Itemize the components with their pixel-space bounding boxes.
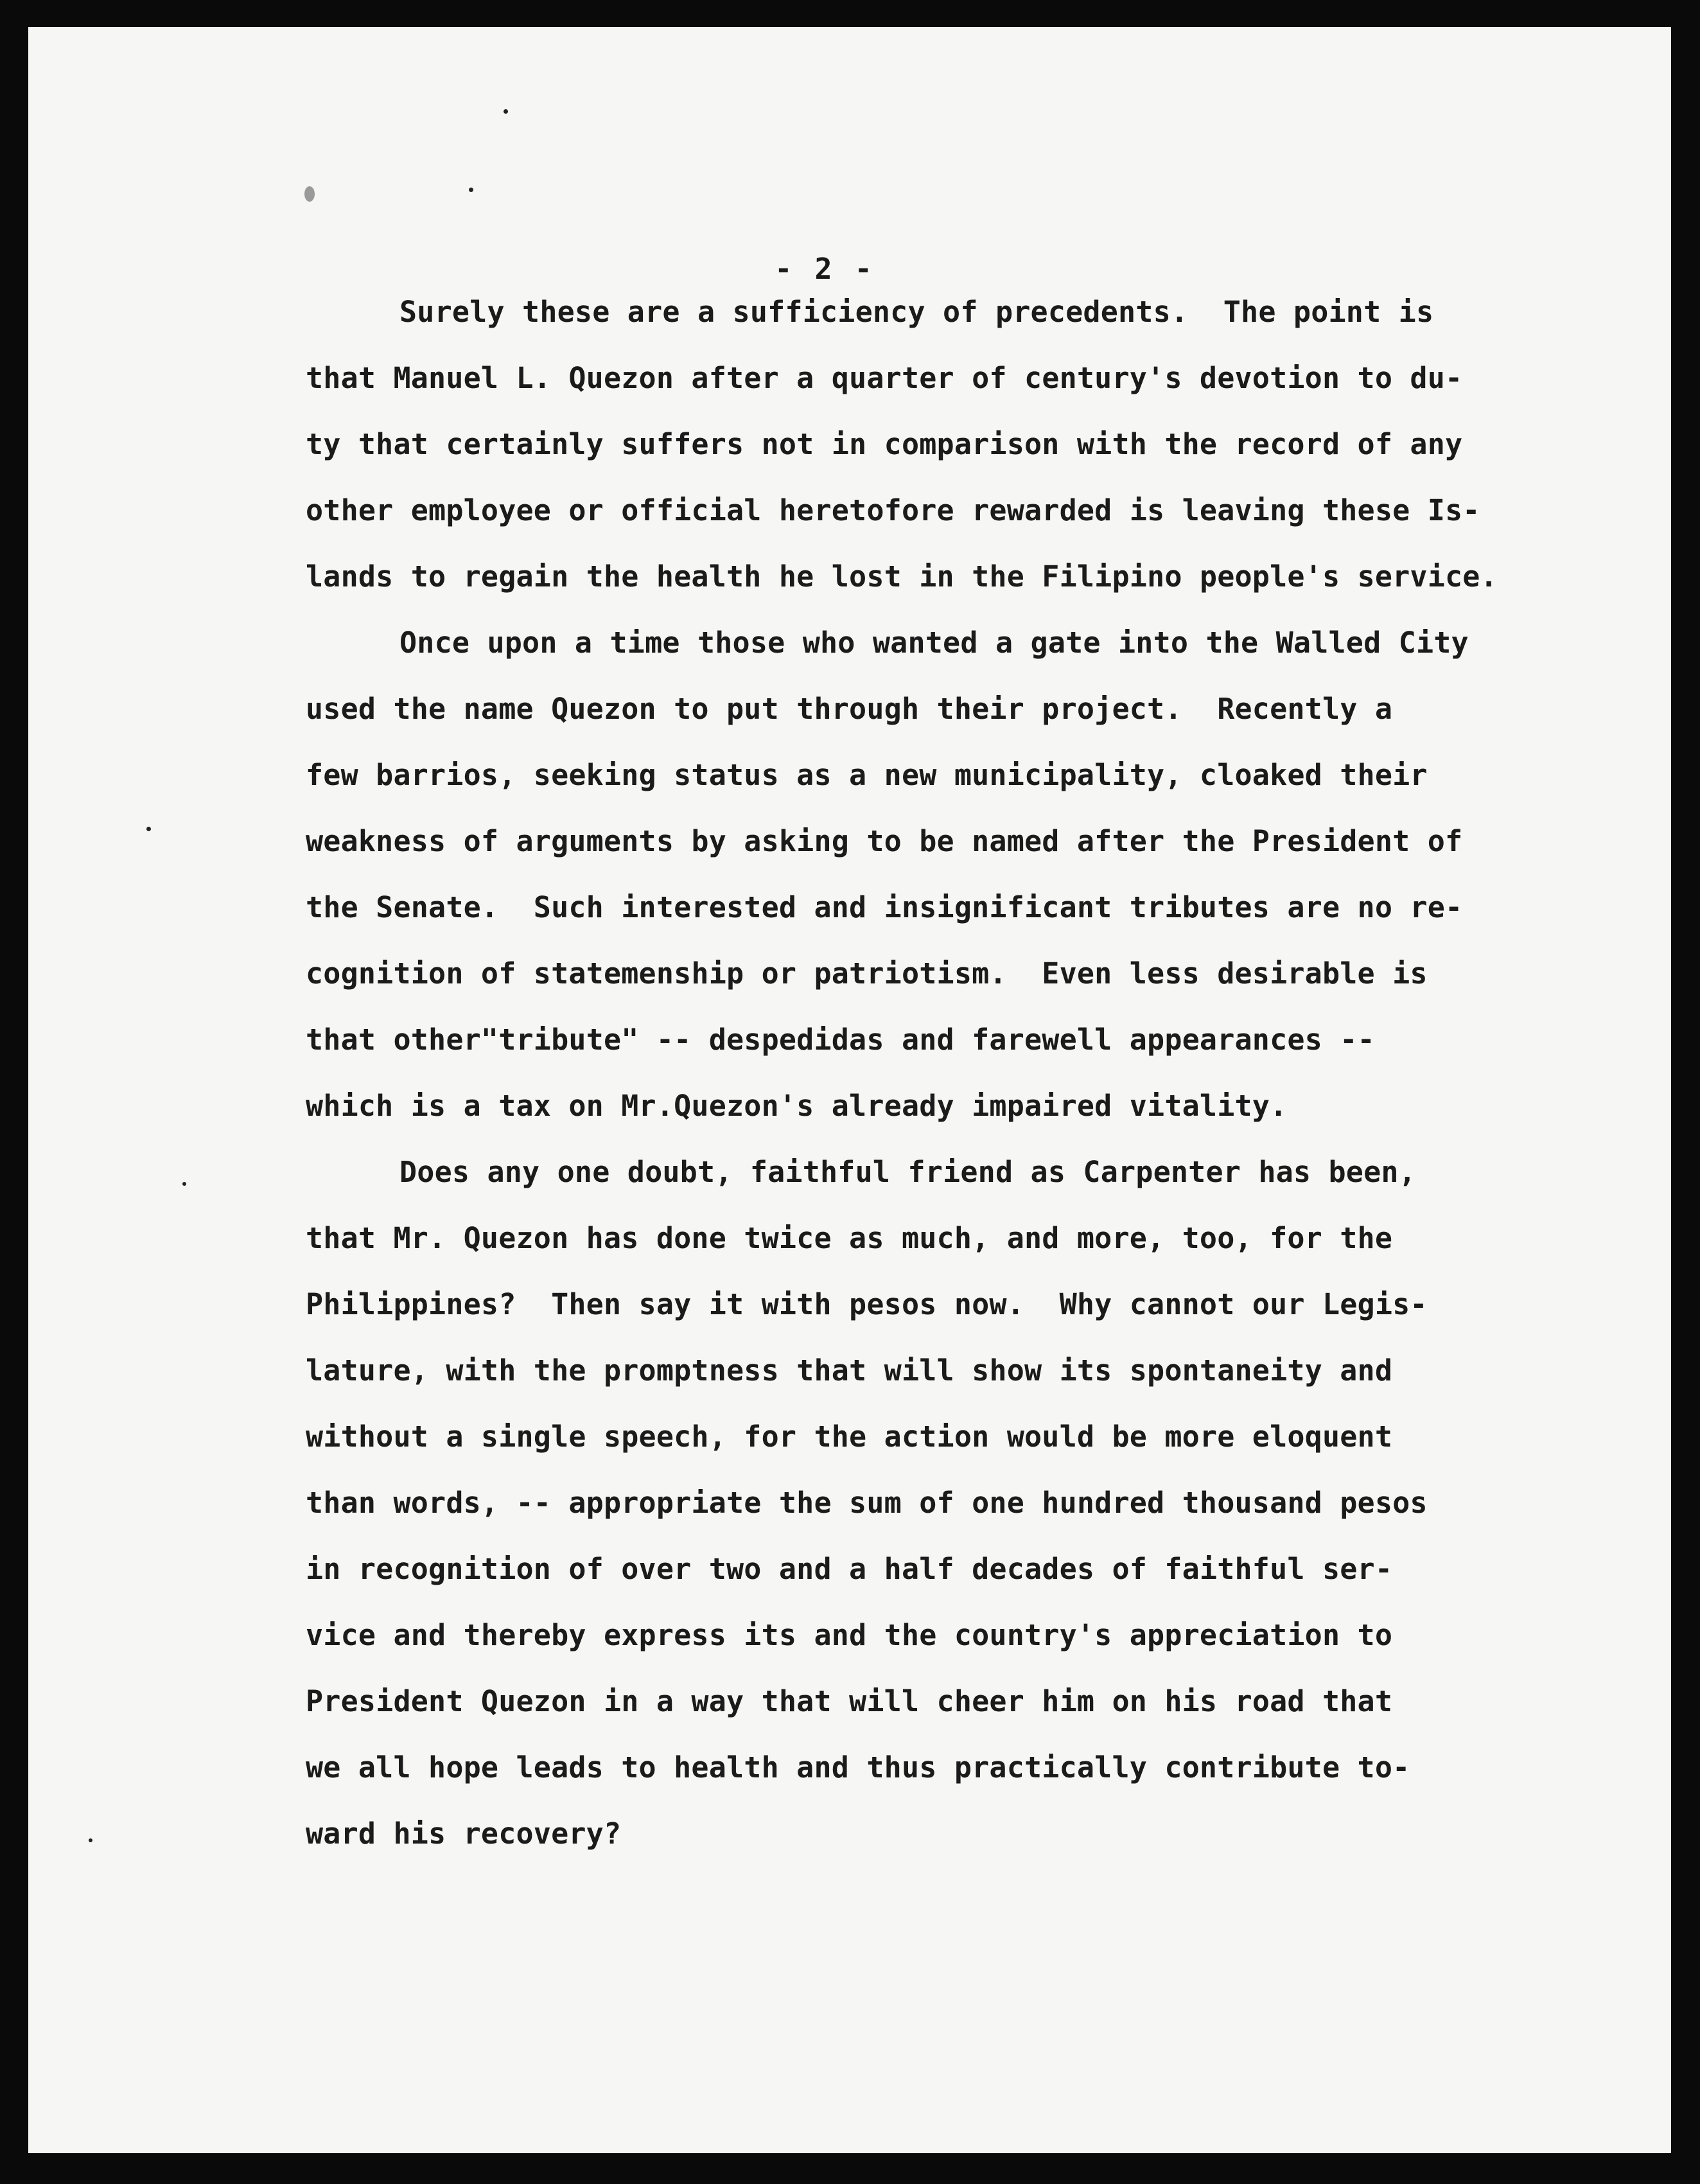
text-line: in recognition of over two and a half decades of faithful ser- [306,1552,1393,1586]
text-line: ward his recovery? [306,1817,622,1851]
scan-speck [146,827,151,831]
text-line: Once upon a time those who wanted a gate into the Walled City [399,626,1469,660]
typewritten-page [28,27,1671,2153]
scan-speck [469,188,473,192]
text-line: lands to regain the health he lost in the Filipino people's service. [306,559,1498,594]
text-line: used the name Quezon to put through their project. Recently a [306,692,1393,726]
text-line: Philippines? Then say it with pesos now. Why cannot our Legis- [306,1287,1428,1321]
scan-speck [304,186,315,202]
text-line: vice and thereby express its and the country's appreciation to [306,1618,1393,1652]
scan-speck [89,1838,92,1842]
text-line: without a single speech, for the action would be more eloquent [306,1420,1393,1454]
scan-speck [504,109,508,114]
text-line: weakness of arguments by asking to be named after the President of [306,824,1463,858]
scan-speck [182,1182,186,1186]
text-line: than words, -- appropriate the sum of one hundred thousand pesos [306,1486,1428,1520]
text-line: Does any one doubt, faithful friend as Carpenter has been, [399,1155,1416,1189]
text-line: Surely these are a sufficiency of precedents. The point is [399,295,1434,329]
text-line: the Senate. Such interested and insignificant tributes are no re- [306,890,1463,924]
text-line: few barrios, seeking status as a new municipality, cloaked their [306,758,1428,792]
text-line: lature, with the promptness that will show its spontaneity and [306,1353,1393,1387]
text-line: President Quezon in a way that will cheer him on his road that [306,1684,1393,1718]
text-line: which is a tax on Mr.Quezon's already impaired vitality. [306,1089,1288,1123]
text-line: that Mr. Quezon has done twice as much, and more, too, for the [306,1221,1393,1255]
text-line: ty that certainly suffers not in comparison with the record of any [306,427,1463,461]
text-line: other employee or official heretofore rewarded is leaving these Is- [306,493,1480,527]
text-line: cognition of statemenship or patriotism. Even less desirable is [306,956,1428,991]
page-number: - 2 - [775,252,875,286]
text-line: that Manuel L. Quezon after a quarter of century's devotion to du- [306,361,1463,395]
text-line: that other"tribute" -- despedidas and farewell appearances -- [306,1023,1375,1057]
text-line: we all hope leads to health and thus practically contribute to- [306,1750,1410,1784]
